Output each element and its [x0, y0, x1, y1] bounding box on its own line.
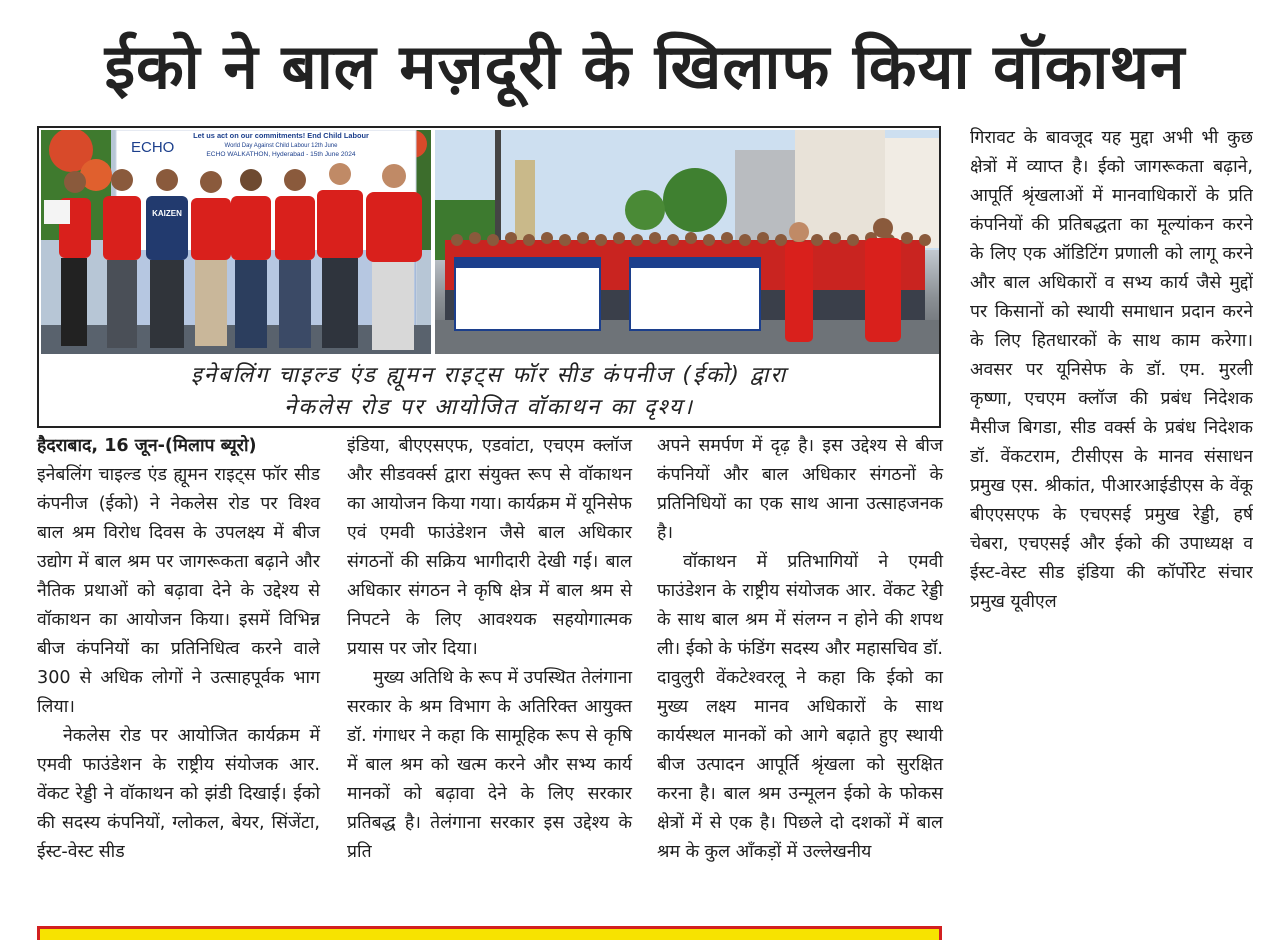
- banner-line2: World Day Against Child Labour 12th June: [224, 143, 338, 149]
- shirt-text: KAIZEN: [152, 209, 182, 218]
- paragraph: इनेबलिंग चाइल्ड एंड ह्यूमन राइट्स फॉर सीड कंपनीज (ईको) ने नेकलेस रोड पर विश्व बाल श्रम विरोध दिवस के उपलक्ष्य में बीज उद्योग में बाल श्रम पर जागरूकता बढ़ाने और नैतिक प्रथाओं को बढ़ावा देने के उद्देश्य से वॉकाथन का आयोजन किया। इसमें विभिन्न बीज कंपनियों का प्रतिनिधित्व करने वाले 300 से अधिक लोगों ने उत्साहपूर्वक भाग लिया।: [37, 465, 320, 717]
- bottom-border-bar: [37, 926, 942, 940]
- caption-line1: इनेबलिंग चाइल्ड एंड ह्यूमन राइट्स फॉर सीड कंपनीज (ईको) द्वारा: [190, 363, 788, 388]
- paragraph: इंडिया, बीएएसएफ, एडवांटा, एचएम क्लॉज और सीडवर्क्स द्वारा संयुक्त रूप से वॉकाथन का आयोजन किया गया। कार्यक्रम में यूनिसेफ एवं एमवी फाउंडेशन जैसे बाल अधिकार संगठनों की सक्रिय भागीदारी देखी गई। बाल अधिकार संगठन ने कृषि क्षेत्र में बाल श्रम से निपटने के लिए आवश्यक सहयोगात्मक प्रयास पर जोर दिया।: [347, 436, 632, 659]
- dateline: हैदराबाद, 16 जून-(मिलाप ब्यूरो): [37, 436, 257, 456]
- article-column-2: [347, 432, 632, 867]
- crowd-banner-1: [455, 258, 600, 330]
- photo-box: [37, 126, 941, 428]
- photo-crowd-walkathon: [435, 130, 939, 354]
- photo-group-banner: [41, 130, 431, 354]
- banner-line3: ECHO WALKATHON, Hyderabad - 15th June 2024: [206, 151, 356, 158]
- caption-line2: नेकलेस रोड पर आयोजित वॉकाथन का दृश्य।: [284, 395, 694, 420]
- paragraph: गिरावट के बावजूद यह मुद्दा अभी भी कुछ क्षेत्रों में व्याप्त है। ईको जागरूकता बढ़ाने, आपूर्ति श्रृंखलाओं में मानवाधिकारों के प्रति कंपनियों की प्रतिबद्धता का मूल्यांकन करने के लिए एक ऑडिटिंग प्रणाली को लागू करने और बाल अधिकारों व सभ्य कार्य जैसे मुद्दों पर किसानों को स्थायी समाधान प्रदान करने के लिए हितधारकों के साथ काम करेगा। अवसर पर यूनिसेफ के डॉ. एम. मुरली कृष्णा, एचएम क्लॉज की प्रबंध निदेशक मैसीज बिगडा, सीड वर्क्स के प्रबंध निदेशक डॉ. वेंकटराम, टीसीएस के मानव संसाधन प्रमुख एस. श्रीकांत, पीआरआईडीएस के वेंकू बीएएसएफ के एचएसई प्रमुख रेड्डी, हर्ष चेबरा, एचएसई और ईको की उपाध्यक्ष व ईस्ट-वेस्ट सीड इंडिया की कॉर्पोरेट संचार प्रमुख यूवीएल: [970, 128, 1253, 612]
- banner-line1: Let us act on our commitments! End Child Labour: [193, 131, 369, 140]
- paragraph: वॉकाथन में प्रतिभागियों ने एमवी फाउंडेशन के राष्ट्रीय संयोजक आर. वेंकट रेड्डी के साथ बाल श्रम में संलग्न न होने की शपथ ली। ईको के फंडिंग सदस्य और महासचिव डॉ. दावुलुरी वेंकटेश्वरलू ने कहा कि ईको का मुख्य लक्ष्य मानव अधिकारों के साथ कार्यस्थल मानकों को आगे बढ़ाते हुए स्थायी बीज उत्पादन आपूर्ति श्रृंखला को सुरक्षित करना है। बाल श्रम उन्मूलन ईको के फोकस क्षेत्रों में से एक है। पिछले दो दशकों में बाल श्रम के कुल आँकड़ों में उल्लेखनीय: [657, 552, 943, 862]
- article-column-4: [970, 124, 1253, 654]
- paragraph: अपने समर्पण में दृढ़ है। इस उद्देश्य से बीज कंपनियों और बाल अधिकार संगठनों के प्रतिनिधियों का एक साथ आना उत्साहजनक है।: [657, 436, 943, 543]
- article-column-1: [37, 432, 320, 867]
- crowd-banner-2: [630, 258, 760, 330]
- photo-caption: [39, 360, 939, 424]
- article-column-3: [657, 432, 943, 867]
- paragraph: मुख्य अतिथि के रूप में उपस्थित तेलंगाना सरकार के श्रम विभाग के अतिरिक्त आयुक्त डॉ. गंगाधर ने कहा कि सामूहिक रूप से कृषि में बाल श्रम को खत्म करने और सभ्य कार्य मानकों को बढ़ावा देने के लिए सरकार प्रतिबद्ध है। तेलंगाना सरकार इस उद्देश्य के प्रति: [347, 668, 632, 862]
- paragraph: नेकलेस रोड पर आयोजित कार्यक्रम में एमवी फाउंडेशन के राष्ट्रीय संयोजक आर. वेंकट रेड्डी ने वॉकाथन को झंडी दिखाई। ईको की सदस्य कंपनियों, ग्लोकल, बेयर, सिंजेंटा, ईस्ट-वेस्ट सीड: [37, 726, 320, 862]
- banner-logo: ECHO: [131, 139, 175, 156]
- headline: ईको ने बाल मज़दूरी के खिलाफ किया वॉकाथन: [104, 30, 1186, 103]
